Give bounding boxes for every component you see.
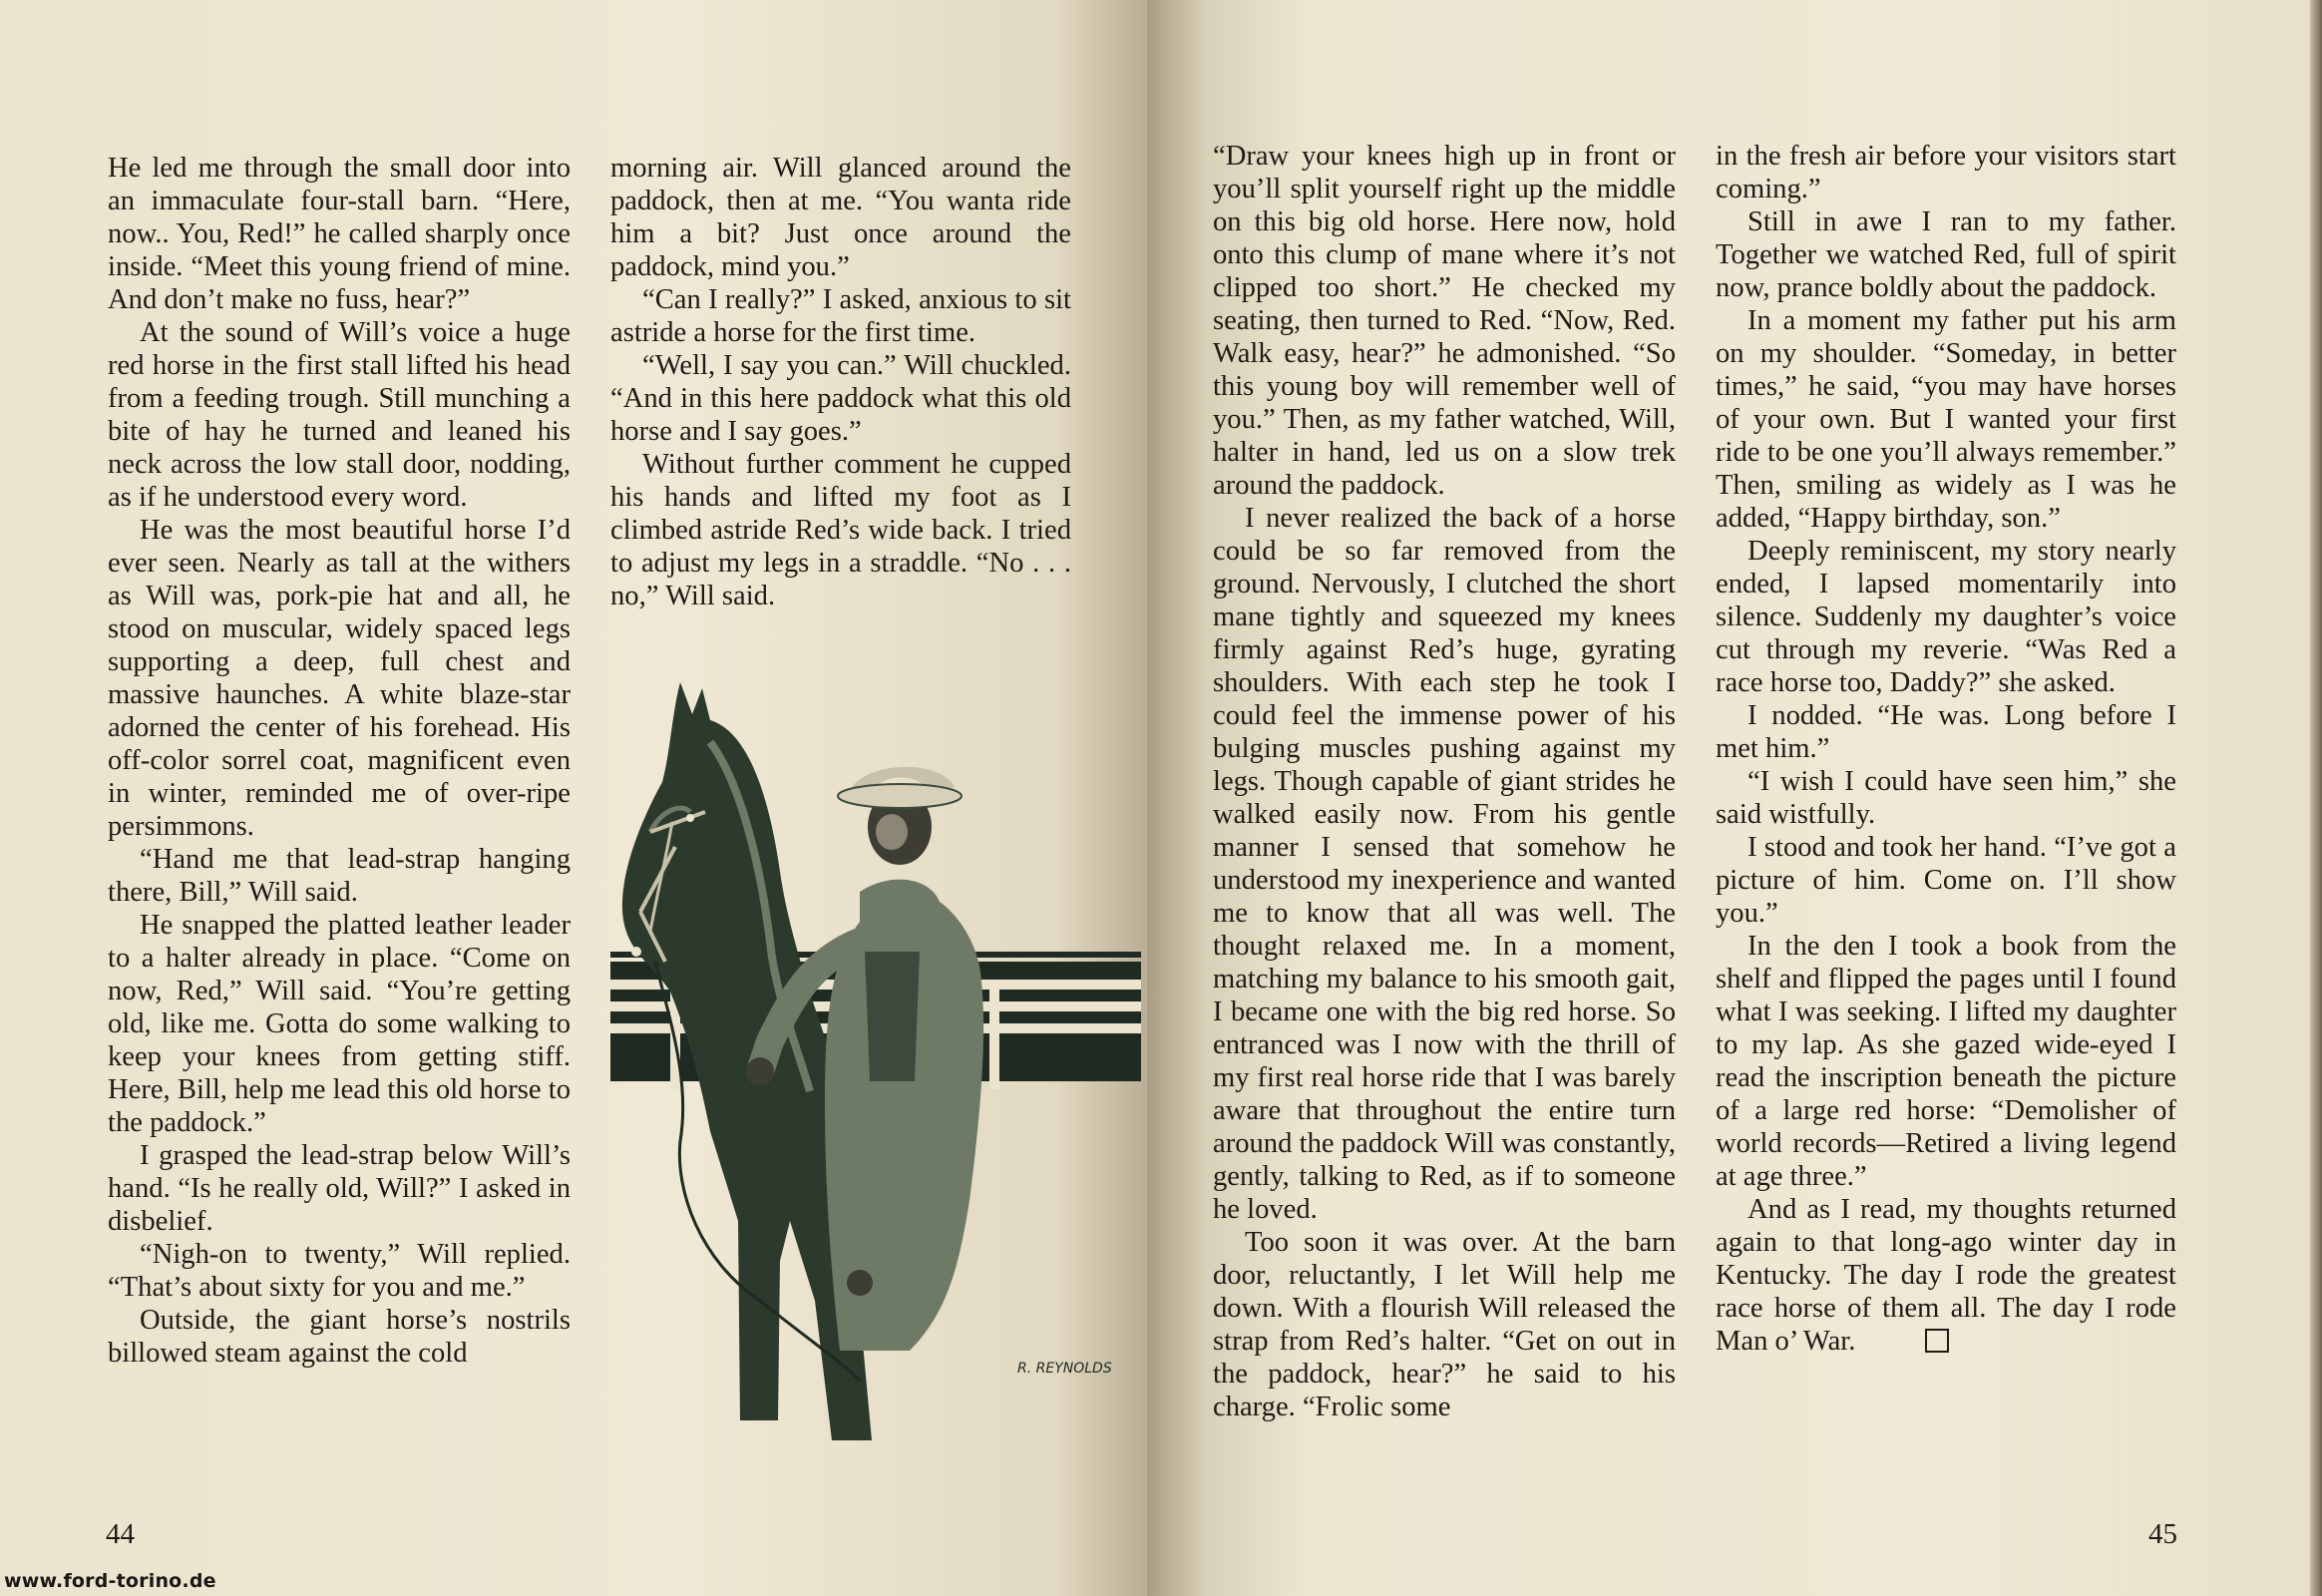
paragraph: Too soon it was over. At the barn door, reluctantly, I let Will help me down. With a flourish Will released the strap from Red’s halter. “Get on out in the paddock, hear?” he said to his charge. “Frolic some — [1213, 1227, 1676, 1422]
paragraph: Still in awe I ran to my father. Together we watched Red, full of spirit now, prance boldly about the paddock. — [1716, 206, 2176, 303]
right-page — [1147, 0, 2322, 1596]
watermark: www.ford-torino.de — [4, 1570, 216, 1592]
paragraph: I stood and took her hand. “I’ve got a picture of him. Come on. I’ll show you.” — [1716, 832, 2176, 929]
paragraph: He snapped the platted leather leader to a halter already in place. “Come on now, Red,” Will said. “You’re getting old, like me. Gotta do some walking to keep your knees from getting stiff. Here, Bill, help me lead this old horse to the paddock.” — [108, 910, 571, 1138]
paragraph: morning air. Will glanced around the paddock, then at me. “You wanta ride him a bit? Just once around the paddock, mind you.” — [610, 153, 1071, 282]
left-column-1 — [108, 152, 571, 1370]
paragraph: in the fresh air before your visitors start coming.” — [1716, 141, 2176, 204]
paragraph: I never realized the back of a horse could be so far removed from the ground. Nervously, I clutched the short mane tightly and squeezed my knees firmly against Red’s huge, gyrating shoulders. With each step he took I could feel the immense power of his bulging muscles pushing against my legs. Though capable of giant strides he walked easily now. From his gentle manner I sensed that somehow he understood my inexperience and wanted me to know that all was well. The thought relaxed me. In a moment, matching my balance to his smooth gait, I became one with the big red horse. So entranced was I now with the thrill of my first real horse ride that I was barely aware that throughout the entire turn around the paddock Will was constantly, gently, talking to Red, as if to someone he loved. — [1213, 503, 1676, 1225]
paragraph: He led me through the small door into an immaculate four-stall barn. “Here, now.. You, Red!” he called sharply once inside. “Meet this young friend of mine. And don’t make no fuss, hear?” — [108, 153, 571, 315]
paragraph-text: And as I read, my thoughts returned again to that long-ago winter day in Kentucky. The day I rode the greatest race horse of them all. The day I rode Man o’ War. — [1716, 1194, 2176, 1357]
paragraph: “Nigh-on to twenty,” Will replied. “That’s about sixty for you and me.” — [108, 1239, 571, 1303]
paragraph: At the sound of Will’s voice a huge red horse in the first stall lifted his head from a feeding trough. Still munching a bite of hay he turned and leaned his neck across the low stall door, nodding, as if he understood every word. — [108, 317, 571, 513]
paragraph: Outside, the giant horse’s nostrils billowed steam against the cold — [108, 1305, 571, 1369]
illustration-signature: R. REYNOLDS — [1017, 1361, 1112, 1377]
page-number-left: 44 — [106, 1518, 135, 1550]
paragraph: “Well, I say you can.” Will chuckled. “And in this here paddock what this old horse and I say goes.” — [610, 350, 1071, 447]
paragraph: “I wish I could have seen him,” she said wistfully. — [1716, 766, 2176, 830]
right-column-1 — [1213, 140, 1676, 1423]
left-column-2 — [610, 152, 1071, 612]
paragraph: I grasped the lead-strap below Will’s hand. “Is he really old, Will?” I asked in disbelief. — [108, 1140, 571, 1237]
paragraph: He was the most beautiful horse I’d ever seen. Nearly as tall at the withers as Will was, pork-pie hat and all, he stood on muscular, widely spaced legs supporting a deep, full chest and massive haunches. A white blaze-star adorned the center of his forehead. His off-color sorrel coat, magnificent even in winter, reminded me of over-ripe persimmons. — [108, 515, 571, 842]
right-column-2 — [1716, 140, 2176, 1358]
paragraph: Without further comment he cupped his hands and lifted my foot as I climbed astride Red’s wide back. I tried to adjust my legs in a straddle. “No . . . no,” Will said. — [610, 449, 1071, 611]
paragraph: “Draw your knees high up in front or you’ll split yourself right up the middle on this big old horse. Here now, hold onto this clump of mane where it’s not clipped too short.” He checked my seating, then turned to Red. “Now, Red. Walk easy, hear?” he admonished. “So this young boy will remember well of you.” Then, as my father watched, Will, halter in hand, led us on a slow trek around the paddock. — [1213, 141, 1676, 501]
paragraph: In a moment my father put his arm on my shoulder. “Someday, in better times,” he said, “you may have horses of your own. But I wanted your first ride to be one you’ll always remember.” Then, smiling as widely as I was he added, “Happy birthday, son.” — [1716, 305, 2176, 534]
page-number-right: 45 — [2148, 1518, 2177, 1550]
paragraph: I nodded. “He was. Long before I met him.” — [1716, 700, 2176, 764]
paragraph: Deeply reminiscent, my story nearly ended, I lapsed momentarily into silence. Suddenly my daughter’s voice cut through my reverie. “Was Red a race horse too, Daddy?” she asked. — [1716, 536, 2176, 698]
paragraph: In the den I took a book from the shelf and flipped the pages until I found what I was seeking. I lifted my daughter to my lap. As she gazed wide-eyed I read the inscription beneath the picture of a large red horse: “Demolisher of world records—Retired a living legend at age three.” — [1716, 931, 2176, 1192]
paragraph: “Hand me that lead-strap hanging there, Bill,” Will said. — [108, 844, 571, 908]
end-of-story-mark — [1925, 1329, 1949, 1353]
left-page — [0, 0, 1147, 1596]
horse-and-man-illustration — [610, 662, 1141, 1480]
paragraph: “Can I really?” I asked, anxious to sit astride a horse for the first time. — [610, 284, 1071, 348]
last-paragraph — [1716, 1193, 2176, 1358]
